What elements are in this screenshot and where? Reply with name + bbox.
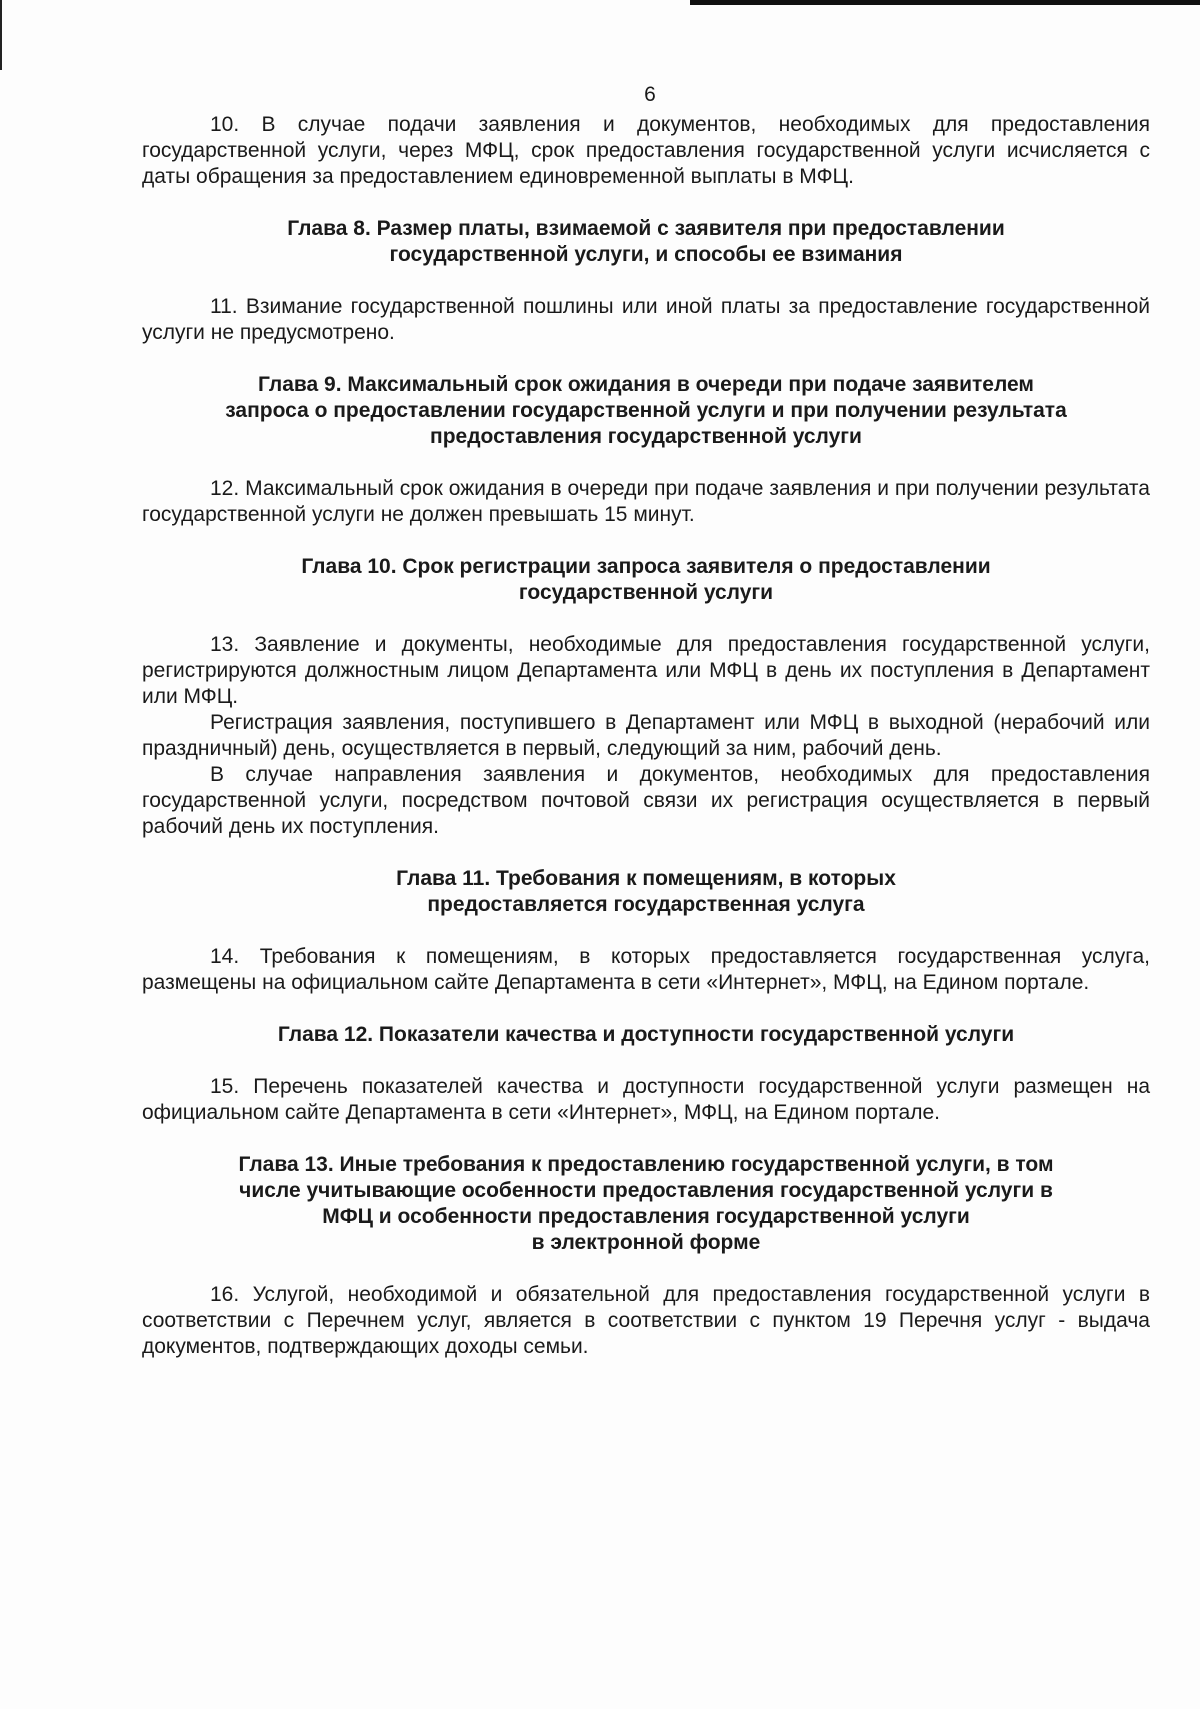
paragraph: 11. Взимание государственной пошлины или иной платы за предоставление государственной услуги не предусмотрено. bbox=[142, 295, 1150, 344]
chapter-heading-line: числе учитывающие особенности предоставления государственной услуги в bbox=[239, 1179, 1053, 1202]
chapter-heading-line: государственной услуги, и способы ее взимания bbox=[389, 243, 903, 266]
page-number: 6 bbox=[644, 83, 656, 106]
paragraph: 16. Услугой, необходимой и обязательной для предоставления государственной услуги в соответствии с Перечнем услуг, является в соответствии с пунктом 19 Перечня услуг - выдача документов, подтверждающих доходы семьи. bbox=[142, 1283, 1150, 1358]
paragraph: 13. Заявление и документы, необходимые для предоставления государственной услуги, регистрируются должностным лицом Департамента или МФЦ в день их поступления в Департамент или МФЦ. bbox=[142, 633, 1150, 708]
scan-edge-top bbox=[690, 0, 1200, 5]
paragraph: 12. Максимальный срок ожидания в очереди при подаче заявления и при получении результата государственной услуги не должен превышать 15 минут. bbox=[142, 477, 1150, 526]
chapter-heading bbox=[142, 554, 1150, 606]
paragraph: Регистрация заявления, поступившего в Департамент или МФЦ в выходной (нерабочий или праздничный) день, осуществляется в первый, следующий за ним, рабочий день. bbox=[142, 711, 1150, 760]
chapter-heading bbox=[142, 866, 1150, 918]
chapter-heading bbox=[142, 1022, 1150, 1048]
chapter-heading-line: предоставления государственной услуги bbox=[430, 425, 862, 448]
chapter-heading-line: Глава 9. Максимальный срок ожидания в очереди при подаче заявителем bbox=[258, 373, 1034, 396]
chapter-heading bbox=[142, 216, 1150, 268]
chapter-heading-line: Глава 12. Показатели качества и доступности государственной услуги bbox=[277, 1023, 1015, 1046]
paragraph: В случае направления заявления и документов, необходимых для предоставления государственной услуги, посредством почтовой связи их регистрация осуществляется в первый рабочий день их поступления. bbox=[142, 763, 1150, 838]
chapter-heading-line: Глава 8. Размер платы, взимаемой с заявителя при предоставлении bbox=[287, 217, 1005, 240]
chapter-heading-line: Глава 11. Требования к помещениям, в которых bbox=[396, 867, 896, 890]
chapter-heading-line: МФЦ и особенности предоставления государственной услуги bbox=[322, 1205, 970, 1228]
paragraph: 14. Требования к помещениям, в которых предоставляется государственная услуга, размещены на официальном сайте Департамента в сети «Интернет», МФЦ, на Едином портале. bbox=[142, 945, 1150, 994]
chapter-heading bbox=[142, 372, 1150, 450]
chapter-heading-line: запроса о предоставлении государственной услуги и при получении результата bbox=[225, 399, 1067, 422]
chapter-heading bbox=[142, 1152, 1150, 1256]
chapter-heading-line: предоставляется государственная услуга bbox=[427, 893, 865, 916]
chapter-heading-line: Глава 13. Иные требования к предоставлению государственной услуги, в том bbox=[238, 1153, 1054, 1176]
paragraph: 10. В случае подачи заявления и документов, необходимых для предоставления государственной услуги, через МФЦ, срок предоставления государственной услуги исчисляется с даты обращения за предоставлением единовременной выплаты в МФЦ. bbox=[142, 113, 1150, 188]
document-body bbox=[142, 82, 1150, 1360]
chapter-heading-line: государственной услуги bbox=[518, 581, 774, 604]
chapter-heading-line: в электронной форме bbox=[531, 1231, 761, 1254]
chapter-heading-line: Глава 10. Срок регистрации запроса заявителя о предоставлении bbox=[301, 555, 991, 578]
paragraph: 15. Перечень показателей качества и доступности государственной услуги размещен на официальном сайте Департамента в сети «Интернет», МФЦ, на Едином портале. bbox=[142, 1075, 1150, 1124]
scan-edge-left bbox=[0, 0, 2, 70]
